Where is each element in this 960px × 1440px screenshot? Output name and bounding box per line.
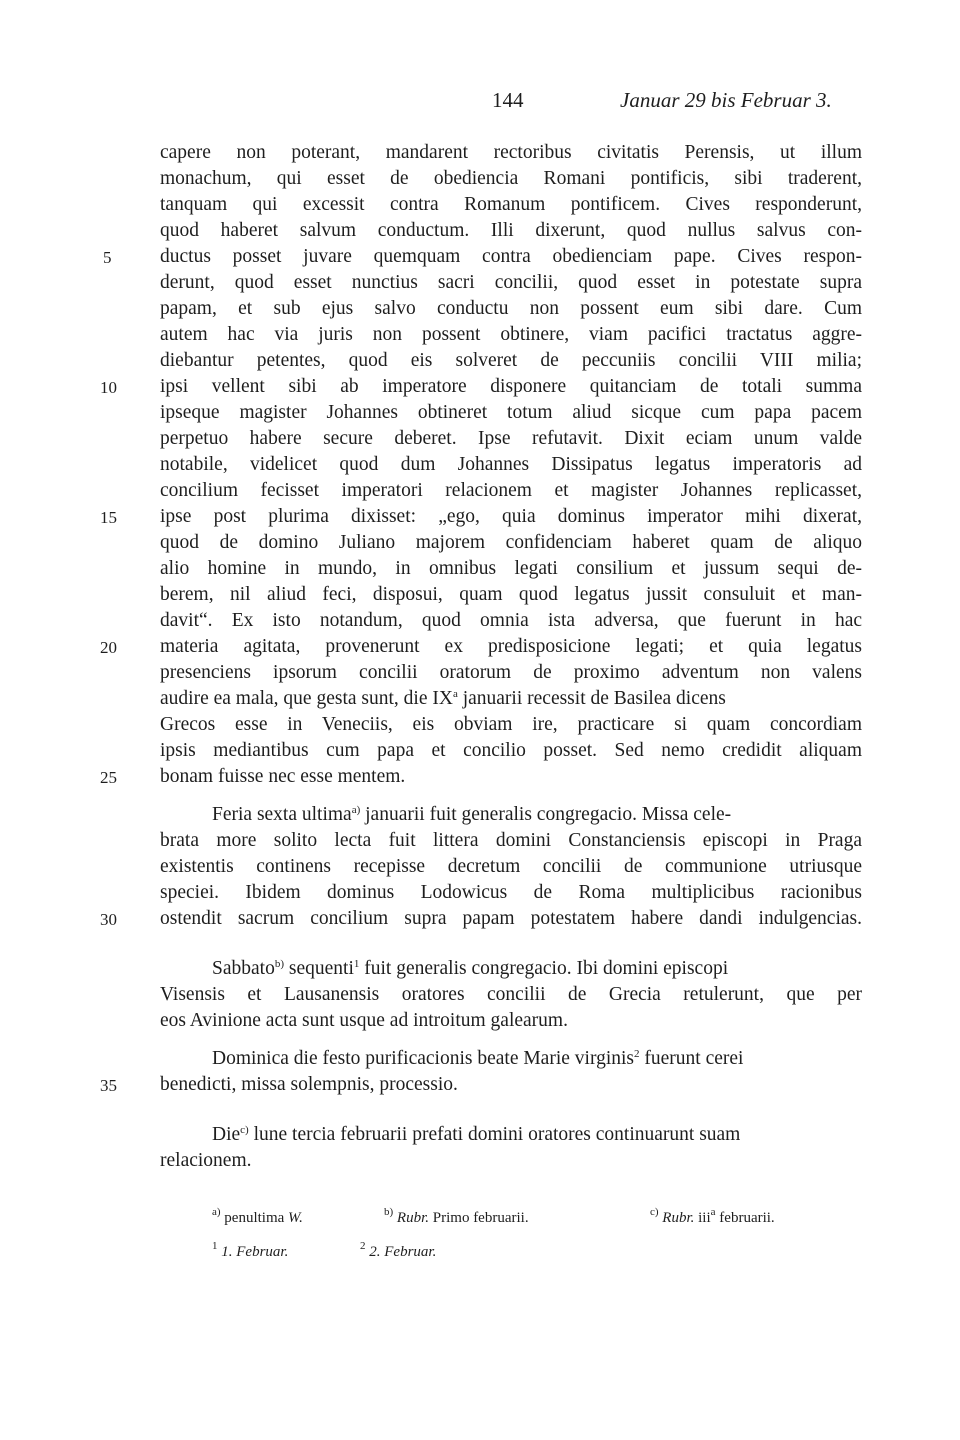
text-line bbox=[212, 1122, 862, 1148]
text-line: materia agitata, provenerunt ex predisposicione legati; et quia legatus bbox=[160, 636, 862, 657]
text-line: capere non poterant, mandarent rectoribus civitatis Perensis, ut illum bbox=[160, 142, 862, 163]
text-run: Dominica die festo purificacionis beate Marie virginis bbox=[212, 1048, 635, 1069]
superscript: c) bbox=[240, 1124, 249, 1136]
footnote-b bbox=[384, 1208, 529, 1228]
text-line: ipsi vellent sibi ab imperatore disponere quitanciam de totali summa bbox=[160, 376, 862, 397]
footnote-siglum: W. bbox=[288, 1210, 303, 1226]
line-number: 20 bbox=[100, 638, 117, 657]
text-run: januarii fuit generalis congregacio. Missa cele- bbox=[360, 804, 732, 825]
footnote-a bbox=[212, 1208, 303, 1228]
text-line: autem hac via juris non possent obtinere, viam pacifici tractatus aggre- bbox=[160, 324, 862, 345]
line-number: 35 bbox=[100, 1076, 117, 1095]
footnote-rubr: Rubr. bbox=[662, 1210, 695, 1226]
footnote-text: 2. Februar. bbox=[369, 1244, 437, 1260]
superscript: b) bbox=[274, 958, 284, 970]
text-run: audire ea mala, que gesta sunt, die IX bbox=[160, 688, 453, 709]
text-line: tanquam qui excessit contra Romanum pontificem. Cives responderunt, bbox=[160, 194, 862, 215]
footnote-text: 1. Februar. bbox=[221, 1244, 289, 1260]
line-number: 15 bbox=[100, 508, 117, 527]
footnote-marker: c) bbox=[650, 1206, 659, 1218]
text-line: notabile, videlicet quod dum Johannes Dissipatus legatus imperatoris ad bbox=[160, 454, 862, 475]
text-line: existentis continens recepisse decretum concilii de communione utriusque bbox=[160, 856, 862, 877]
text-line: relacionem. bbox=[160, 1150, 252, 1171]
line-number: 25 bbox=[100, 768, 117, 787]
text-run: Feria sexta ultima bbox=[212, 804, 352, 825]
page-number: 144 bbox=[492, 88, 524, 112]
text-line: brata more solito lecta fuit littera domini Constanciensis episcopi in Praga bbox=[160, 830, 862, 851]
footnote-1 bbox=[212, 1242, 288, 1262]
superscript: a) bbox=[351, 804, 361, 816]
text-line: speciei. Ibidem dominus Lodowicus de Roma multiplicibus racionibus bbox=[160, 882, 862, 903]
footnote-marker: 1 bbox=[212, 1240, 218, 1252]
line-number: 5 bbox=[103, 248, 112, 267]
text-line: ipsis mediantibus cum papa et concilio posset. Sed nemo credidit aliquam bbox=[160, 740, 862, 761]
text-line: concilium fecisset imperatori relacionem et magister Johannes replicasset, bbox=[160, 480, 862, 501]
text-line: perpetuo habere secure deberet. Ipse refutavit. Dixit eciam unum valde bbox=[160, 428, 862, 449]
superscript: 2 bbox=[634, 1048, 640, 1060]
text-line: eos Avinione acta sunt usque ad introitum galearum. bbox=[160, 1010, 568, 1031]
footnote-2 bbox=[360, 1242, 436, 1262]
text-line: Grecos esse in Veneciis, eis obviam ire, practicare si quam concordiam bbox=[160, 714, 862, 735]
footnote-text: februarii. bbox=[715, 1210, 775, 1226]
text-run: januarii recessit de Basilea dicens bbox=[457, 688, 726, 709]
text-line: papam, et sub ejus salvo conductu non possent eum sibi dare. Cum bbox=[160, 298, 862, 319]
footnote-rubr: Rubr. bbox=[396, 1210, 430, 1226]
footnote-c bbox=[650, 1208, 775, 1228]
text-line: ipseque magister Johannes obtineret totum aliud sicque cum papa pacem bbox=[160, 402, 862, 423]
superscript: a bbox=[710, 1206, 716, 1218]
text-line bbox=[212, 802, 862, 828]
text-line: davit“. Ex isto notandum, quod omnia ista adversa, que fuerunt in hac bbox=[160, 610, 862, 631]
footnote-text: iii bbox=[698, 1210, 711, 1226]
text-line: quod de domino Juliano majorem confidenciam haberet quam de aliquo bbox=[160, 532, 862, 553]
footnote-text: Primo februarii. bbox=[432, 1210, 529, 1226]
line-number: 10 bbox=[100, 378, 117, 397]
footnote-marker: a) bbox=[212, 1206, 221, 1218]
text-line: ipse post plurima dixisset: „ego, quia dominus imperator mihi dixerat, bbox=[160, 506, 862, 527]
page-header bbox=[0, 88, 960, 118]
text-line: derunt, quod esset nunctius sacri concilii, quod esset in potestate supra bbox=[160, 272, 862, 293]
text-run: lune tercia februarii prefati domini oratores continuarunt suam bbox=[248, 1124, 741, 1145]
text-line: alio homine in mundo, in omnibus legati consilium et jussum sequi de- bbox=[160, 558, 862, 579]
text-line bbox=[212, 956, 862, 982]
text-line: berem, nil aliud feci, disposui, quam quod legatus jussit consuluit et man- bbox=[160, 584, 862, 605]
superscript: 1 bbox=[353, 958, 360, 970]
line-number: 30 bbox=[100, 910, 117, 929]
text-run: Die bbox=[212, 1124, 241, 1145]
text-line: presenciens ipsorum concilii oratorum de proximo adventum non valens bbox=[160, 662, 862, 683]
text-run: fuit generalis congregacio. Ibi domini episcopi bbox=[359, 958, 729, 979]
text-line: diebantur petentes, quod eis solveret de peccuniis concilii VIII milia; bbox=[160, 350, 862, 371]
text-line: monachum, qui esset de obediencia Romani pontificis, sibi traderent, bbox=[160, 168, 862, 189]
text-line: ductus posset juvare quemquam contra obedienciam pape. Cives respon- bbox=[160, 246, 862, 267]
text-line: quod haberet salvum conductum. Illi dixerunt, quod nullus salvus con- bbox=[160, 220, 862, 241]
running-title: Januar 29 bis Februar 3. bbox=[620, 88, 832, 112]
superscript: a bbox=[452, 688, 458, 700]
text-run: fuerunt cerei bbox=[639, 1048, 744, 1069]
footnote-marker: b) bbox=[384, 1206, 394, 1218]
footnote-text: penultima bbox=[224, 1210, 285, 1226]
text-run: Sabbato bbox=[212, 958, 275, 979]
text-line bbox=[212, 1046, 862, 1072]
text-run: sequenti bbox=[284, 958, 354, 979]
text-line bbox=[160, 686, 862, 712]
text-line: Visensis et Lausanensis oratores concilii de Grecia retulerunt, que per bbox=[160, 984, 862, 1005]
text-line: bonam fuisse nec esse mentem. bbox=[160, 766, 406, 787]
footnote-marker: 2 bbox=[360, 1240, 366, 1252]
text-line: benedicti, missa solempnis, processio. bbox=[160, 1074, 458, 1095]
text-line: ostendit sacrum concilium supra papam potestatem habere dandi indulgencias. bbox=[160, 908, 862, 929]
